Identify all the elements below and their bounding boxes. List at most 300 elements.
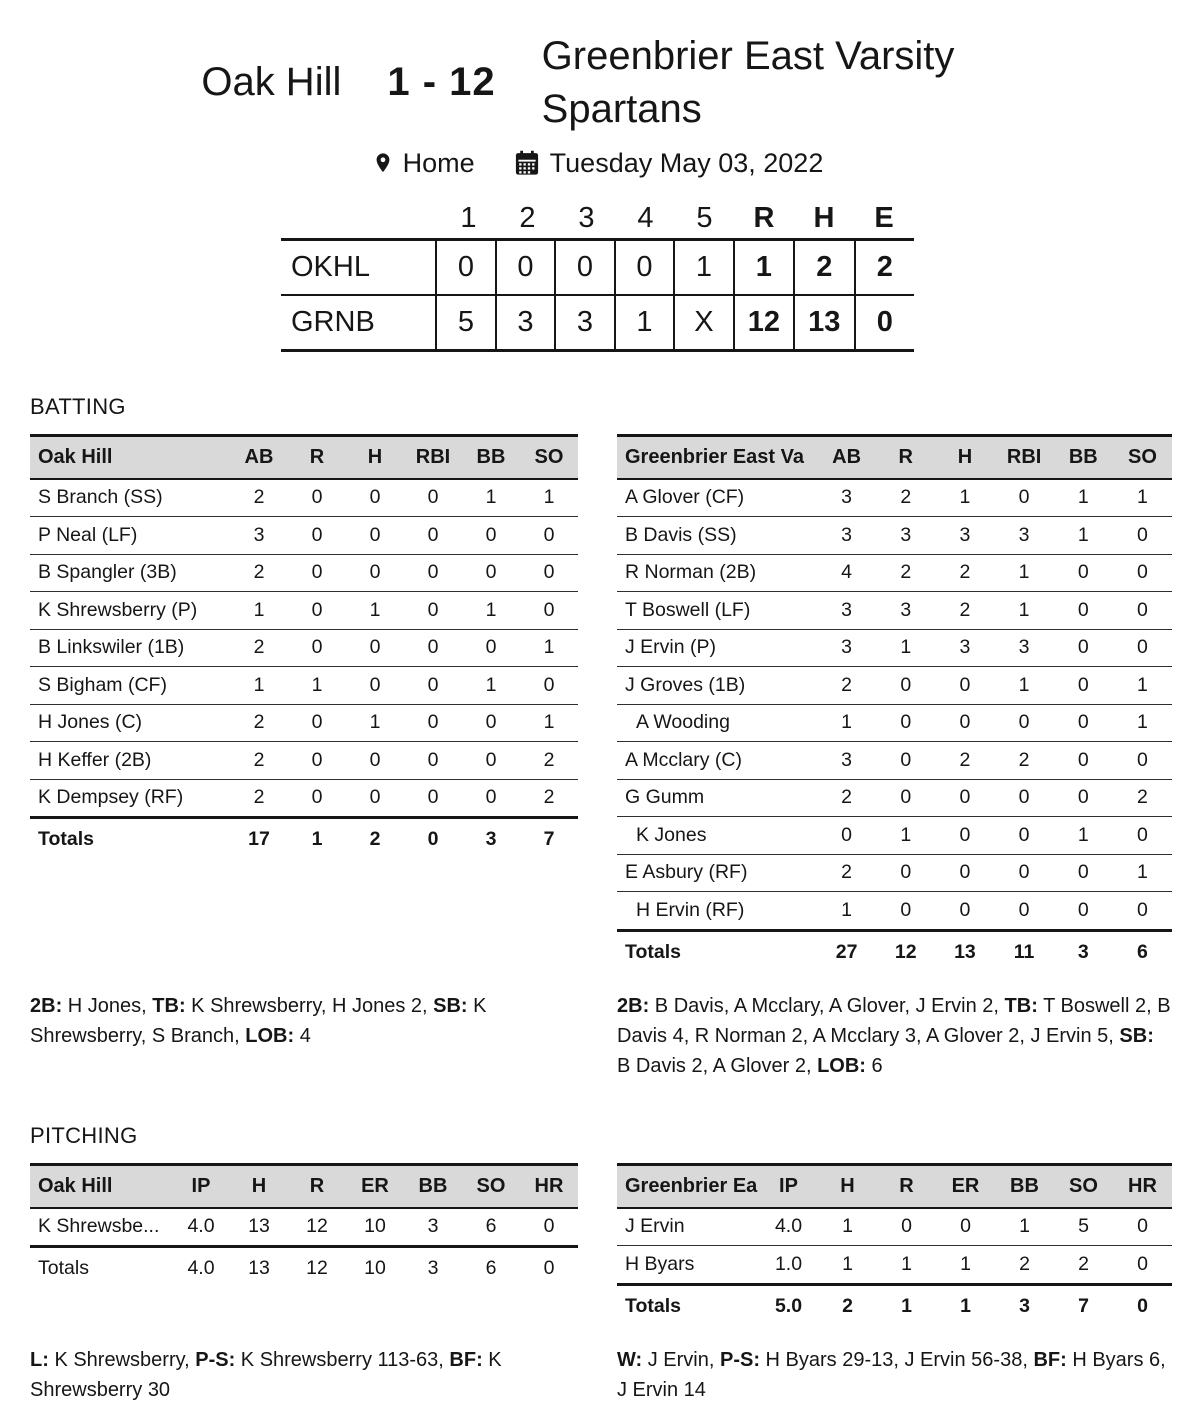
stat-value: 1 — [1137, 486, 1148, 509]
totals-value: 11 — [1013, 940, 1035, 963]
stat-value: 0 — [543, 523, 555, 546]
totals-value: 6 — [485, 1257, 497, 1280]
stat-value: 0 — [1137, 598, 1148, 621]
totals-row — [30, 1245, 578, 1289]
linescore-team-abbr: GRNB — [291, 305, 375, 338]
stat-value: 0 — [959, 898, 971, 921]
stat-value: 0 — [901, 1215, 912, 1238]
batting-section-label: BATTING — [30, 393, 126, 419]
column-header-r: R — [899, 1174, 914, 1197]
player-name: P Neal (LF) — [38, 523, 138, 546]
note-label: SB: — [433, 994, 468, 1017]
stat-value: 1 — [543, 711, 555, 734]
home-pitching-table — [617, 1163, 1172, 1327]
stat-value: 0 — [485, 523, 497, 546]
stat-value: 1 — [841, 711, 853, 734]
stat-value: 0 — [543, 561, 555, 584]
stat-value: 3 — [841, 486, 853, 509]
totals-value: 6 — [1137, 940, 1148, 963]
stat-value: 0 — [543, 598, 555, 621]
linescore-inning-value: 3 — [554, 296, 613, 349]
stat-value: 0 — [311, 561, 323, 584]
linescore-rhe-value: 2 — [793, 241, 853, 294]
player-row — [30, 704, 578, 742]
stat-value: 1 — [1018, 673, 1030, 696]
stat-value: 0 — [1018, 711, 1030, 734]
location-pin-icon — [372, 149, 394, 177]
stat-value: 0 — [543, 673, 555, 696]
team-header-cell: Greenbrier Ea — [625, 1174, 758, 1197]
stat-value: 3 — [1018, 636, 1030, 659]
away-team-name: Oak Hill — [201, 60, 342, 105]
stat-value: 2 — [1078, 1252, 1089, 1275]
stat-value: 2 — [1137, 786, 1148, 809]
location-label: Home — [402, 147, 475, 178]
column-header-hr: HR — [1128, 1174, 1157, 1197]
stat-value: 0 — [485, 561, 497, 584]
column-header-so: SO — [1127, 445, 1157, 468]
column-header-r: R — [309, 1174, 325, 1197]
stat-value: 0 — [427, 486, 439, 509]
stat-value: 1 — [1137, 861, 1148, 884]
stat-value: 0 — [1077, 673, 1089, 696]
player-name: A Mcclary (C) — [625, 748, 742, 771]
player-name: K Jones — [636, 823, 707, 846]
stat-value: 1 — [1077, 523, 1089, 546]
player-row — [617, 779, 1172, 817]
team-header-cell: Greenbrier East Va — [625, 445, 804, 468]
stat-value: 1 — [311, 673, 323, 696]
note-label: P-S: — [719, 1348, 760, 1371]
note-label: TB: — [152, 994, 186, 1017]
stat-value: 0 — [1018, 823, 1030, 846]
column-header-so: SO — [476, 1174, 506, 1197]
stat-value: 0 — [427, 561, 439, 584]
stat-value: 2 — [543, 786, 555, 809]
totals-value: 10 — [364, 1257, 386, 1280]
column-header-h: H — [367, 445, 383, 468]
stat-value: 0 — [369, 748, 381, 771]
stat-value: 0 — [311, 748, 323, 771]
stat-value: 0 — [1077, 711, 1089, 734]
player-row — [617, 704, 1172, 742]
stat-value: 0 — [1137, 561, 1148, 584]
column-header-bb: BB — [1068, 445, 1098, 468]
column-header-ab: AB — [832, 445, 862, 468]
player-name: B Spangler (3B) — [38, 561, 177, 584]
player-name: K Shrewsberry (P) — [38, 598, 198, 621]
note-label: 2B: — [617, 994, 650, 1017]
totals-value: 12 — [306, 1257, 328, 1280]
totals-value: 0 — [1137, 1294, 1148, 1317]
stat-value: 0 — [1137, 1252, 1148, 1275]
stat-value: 1 — [1137, 711, 1148, 734]
stat-value: 0 — [900, 748, 912, 771]
linescore-inning-column: 3 — [578, 201, 595, 234]
totals-value: 3 — [1019, 1294, 1030, 1317]
player-name: J Ervin — [625, 1215, 685, 1238]
stat-value: 0 — [960, 1215, 971, 1238]
team-header-cell: Oak Hill — [38, 1174, 113, 1197]
stat-value: 1 — [1077, 823, 1089, 846]
column-header-ip: IP — [779, 1174, 798, 1197]
stat-value: 0 — [900, 898, 912, 921]
stat-value: 0 — [311, 598, 323, 621]
stat-value: 0 — [1077, 598, 1089, 621]
player-name: K Shrewsbe... — [38, 1215, 160, 1238]
player-name: A Wooding — [636, 711, 730, 734]
away-batting-notes: 2B: H Jones, TB: K Shrewsberry, H Jones 2, SB: K Shrewsberry, S Branch, LOB: 4 — [30, 994, 487, 1047]
away-pitching-table — [30, 1163, 578, 1290]
stat-value: 3 — [841, 523, 853, 546]
stat-value: 3 — [900, 523, 912, 546]
stat-value: 0 — [1077, 748, 1089, 771]
stat-value: 4.0 — [187, 1215, 215, 1238]
column-header-so: SO — [534, 445, 564, 468]
stat-value: 1 — [543, 486, 555, 509]
player-row — [617, 554, 1172, 592]
column-header-hr: HR — [534, 1174, 564, 1197]
stat-value: 0 — [369, 786, 381, 809]
home-team-name: Greenbrier East Varsity Spartans — [541, 34, 955, 131]
stat-value: 0 — [369, 673, 381, 696]
player-name: H Jones (C) — [38, 711, 143, 734]
stat-value: 3 — [841, 636, 853, 659]
stat-value: 0 — [311, 486, 323, 509]
column-header-er: ER — [951, 1174, 980, 1197]
stat-value: 3 — [1018, 523, 1030, 546]
totals-value: 2 — [369, 828, 381, 851]
player-name: A Glover (CF) — [625, 486, 745, 509]
stat-value: 1 — [959, 486, 971, 509]
stat-value: 10 — [364, 1215, 386, 1238]
stat-value: 1 — [842, 1252, 853, 1275]
column-header-rbi: RBI — [1006, 445, 1042, 468]
totals-value: 7 — [1078, 1294, 1089, 1317]
totals-value: 17 — [248, 828, 270, 851]
column-header-r: R — [309, 445, 325, 468]
stat-value: 0 — [959, 673, 971, 696]
stat-value: 1 — [543, 636, 555, 659]
stat-value: 0 — [427, 673, 439, 696]
linescore-inning-column: 1 — [460, 201, 477, 234]
stat-value: 0 — [1077, 898, 1089, 921]
player-name: E Asbury (RF) — [625, 861, 748, 884]
stat-value: 2 — [841, 861, 853, 884]
linescore-inning-value: 3 — [495, 296, 554, 349]
game-title — [0, 0, 1195, 136]
table-header-row — [617, 437, 1172, 480]
column-header-h: H — [251, 1174, 267, 1197]
player-name: B Linkswiler (1B) — [38, 636, 185, 659]
note-label: LOB: — [817, 1054, 866, 1077]
stat-value: 0 — [485, 636, 497, 659]
stat-value: 0 — [485, 748, 497, 771]
stat-value: 1 — [901, 1252, 912, 1275]
player-row — [617, 1245, 1172, 1283]
stat-value: 0 — [543, 1215, 555, 1238]
calendar-icon — [513, 149, 541, 177]
stat-value: 0 — [485, 786, 497, 809]
stat-value: 2 — [900, 486, 912, 509]
away-pitching-notes: L: K Shrewsberry, P-S: K Shrewsberry 113-63, BF: K Shrewsberry 30 — [30, 1348, 502, 1401]
stat-value: 13 — [248, 1215, 270, 1238]
stat-value: 0 — [427, 636, 439, 659]
column-header-r: R — [898, 445, 913, 468]
column-header-rbi: RBI — [415, 445, 451, 468]
linescore — [281, 199, 914, 352]
player-row — [30, 666, 578, 704]
totals-value: 13 — [248, 1257, 270, 1280]
player-row — [30, 1209, 578, 1246]
column-header-h: H — [840, 1174, 855, 1197]
player-row — [617, 666, 1172, 704]
player-row — [617, 591, 1172, 629]
player-name: S Branch (SS) — [38, 486, 163, 509]
linescore-inning-value: 0 — [435, 241, 494, 294]
stat-value: 1.0 — [774, 1252, 803, 1275]
stat-value: 2 — [253, 636, 265, 659]
note-label: SB: — [1119, 1024, 1154, 1047]
table-header-row — [30, 1166, 578, 1209]
stat-value: 2 — [253, 748, 265, 771]
stat-value: 0 — [959, 861, 971, 884]
player-name: G Gumm — [625, 786, 705, 809]
stat-value: 0 — [1077, 786, 1089, 809]
stat-value: 1 — [842, 1215, 853, 1238]
linescore-header-row — [281, 199, 914, 235]
totals-label: Totals — [38, 1257, 89, 1280]
totals-value: 2 — [842, 1294, 853, 1317]
linescore-row — [281, 241, 914, 294]
linescore-inning-value: 5 — [435, 296, 494, 349]
stat-value: 2 — [253, 786, 265, 809]
stat-value: 0 — [369, 636, 381, 659]
note-label: BF: — [1033, 1348, 1067, 1371]
away-batting-table — [30, 434, 578, 861]
stat-value: 2 — [900, 561, 912, 584]
player-name: J Groves (1B) — [625, 673, 746, 696]
linescore-rhe-value: 0 — [854, 296, 914, 349]
totals-value: 4.0 — [187, 1257, 215, 1280]
stat-value: 2 — [959, 748, 971, 771]
player-row — [617, 1209, 1172, 1246]
note-label: P-S: — [195, 1348, 236, 1371]
stat-value: 0 — [1137, 523, 1148, 546]
stat-value: 1 — [1077, 486, 1089, 509]
stat-value: 1 — [485, 598, 497, 621]
linescore-body — [281, 238, 914, 352]
stat-value: 3 — [900, 598, 912, 621]
player-row — [617, 516, 1172, 554]
linescore-row — [281, 294, 914, 349]
linescore-rhe-column: H — [813, 201, 835, 234]
player-name: S Bigham (CF) — [38, 673, 167, 696]
stat-value: 0 — [900, 673, 912, 696]
stat-value: 0 — [900, 786, 912, 809]
player-row — [617, 741, 1172, 779]
game-meta — [0, 148, 1195, 179]
totals-value: 3 — [427, 1257, 439, 1280]
totals-label: Totals — [625, 1294, 681, 1317]
home-batting-table — [617, 434, 1172, 973]
note-label: 2B: — [30, 994, 63, 1017]
player-row — [30, 554, 578, 592]
note-label: W: — [617, 1348, 643, 1371]
stat-value: 0 — [1137, 823, 1148, 846]
totals-value: 1 — [960, 1294, 971, 1317]
stat-value: 1 — [1019, 1215, 1030, 1238]
totals-row — [617, 929, 1172, 973]
stat-value: 2 — [1019, 1252, 1030, 1275]
stat-value: 0 — [1137, 636, 1148, 659]
stat-value: 3 — [959, 523, 971, 546]
stat-value: 0 — [427, 786, 439, 809]
player-row — [30, 629, 578, 667]
linescore-inning-value: 1 — [673, 241, 732, 294]
stat-value: 6 — [485, 1215, 497, 1238]
stat-value: 5 — [1078, 1215, 1089, 1238]
final-score: 1 - 12 — [387, 60, 496, 105]
linescore-team-abbr: OKHL — [291, 250, 370, 283]
linescore-inning-column: 5 — [696, 201, 713, 234]
linescore-rhe-value: 12 — [733, 296, 793, 349]
player-row — [617, 891, 1172, 929]
player-name: B Davis (SS) — [625, 523, 737, 546]
stat-value: 2 — [253, 561, 265, 584]
stat-value: 1 — [369, 711, 381, 734]
stat-value: 0 — [427, 523, 439, 546]
totals-value: 3 — [485, 828, 497, 851]
totals-label: Totals — [38, 828, 94, 851]
totals-row — [30, 816, 578, 860]
column-header-ip: IP — [191, 1174, 211, 1197]
note-label: L: — [30, 1348, 49, 1371]
note-label: LOB: — [245, 1024, 295, 1047]
stat-value: 0 — [311, 786, 323, 809]
team-header-cell: Oak Hill — [38, 445, 113, 468]
stat-value: 2 — [959, 598, 971, 621]
player-name: H Ervin (RF) — [636, 898, 745, 921]
totals-value: 5.0 — [774, 1294, 803, 1317]
stat-value: 4.0 — [774, 1215, 803, 1238]
stat-value: 0 — [369, 486, 381, 509]
stat-value: 0 — [841, 823, 853, 846]
linescore-rhe-value: 13 — [793, 296, 853, 349]
table-header-row — [30, 437, 578, 480]
totals-value: 1 — [901, 1294, 912, 1317]
player-row — [617, 480, 1172, 517]
stat-value: 1 — [369, 598, 381, 621]
stat-value: 0 — [959, 823, 971, 846]
stat-value: 2 — [253, 486, 265, 509]
stat-value: 12 — [306, 1215, 328, 1238]
stat-value: 2 — [1018, 748, 1030, 771]
totals-value: 0 — [543, 1257, 555, 1280]
stat-value: 0 — [427, 748, 439, 771]
stat-value: 2 — [543, 748, 555, 771]
totals-value: 3 — [1077, 940, 1089, 963]
stat-value: 3 — [427, 1215, 439, 1238]
player-name: K Dempsey (RF) — [38, 786, 184, 809]
player-row — [30, 779, 578, 817]
player-row — [617, 629, 1172, 667]
stat-value: 1 — [900, 636, 912, 659]
stat-value: 1 — [1018, 561, 1030, 584]
pitching-section-label: PITCHING — [30, 1122, 138, 1148]
player-row — [30, 591, 578, 629]
column-header-bb: BB — [418, 1174, 448, 1197]
stat-value: 0 — [427, 711, 439, 734]
totals-value: 27 — [835, 940, 858, 963]
player-row — [617, 816, 1172, 854]
stat-value: 0 — [485, 711, 497, 734]
stat-value: 2 — [841, 786, 853, 809]
player-row — [30, 516, 578, 554]
linescore-inning-value: 1 — [614, 296, 673, 349]
totals-value: 0 — [427, 828, 439, 851]
stat-value: 0 — [1018, 786, 1030, 809]
totals-value: 1 — [311, 828, 323, 851]
stat-value: 0 — [1077, 636, 1089, 659]
stat-value: 1 — [1137, 673, 1148, 696]
totals-value: 12 — [894, 940, 917, 963]
stat-value: 0 — [1077, 561, 1089, 584]
totals-value: 13 — [954, 940, 976, 963]
stat-value: 3 — [841, 748, 853, 771]
stat-value: 4 — [841, 561, 853, 584]
stat-value: 1 — [960, 1252, 971, 1275]
stat-value: 3 — [959, 636, 971, 659]
stat-value: 0 — [1137, 898, 1148, 921]
linescore-inning-column: 2 — [519, 201, 536, 234]
stat-value: 1 — [253, 598, 265, 621]
stat-value: 0 — [311, 523, 323, 546]
player-name: R Norman (2B) — [625, 561, 757, 584]
stat-value: 3 — [253, 523, 265, 546]
stat-value: 2 — [253, 711, 265, 734]
stat-value: 0 — [311, 711, 323, 734]
stat-value: 1 — [485, 486, 497, 509]
stat-value: 1 — [841, 898, 853, 921]
stat-value: 0 — [1077, 861, 1089, 884]
stat-value: 2 — [841, 673, 853, 696]
linescore-inning-value: X — [673, 296, 732, 349]
column-header-er: ER — [361, 1174, 389, 1197]
home-pitching-notes: W: J Ervin, P-S: H Byars 29-13, J Ervin 56-38, BF: H Byars 6, J Ervin 14 — [617, 1348, 1166, 1401]
stat-value: 0 — [900, 861, 912, 884]
stat-value: 1 — [253, 673, 265, 696]
player-name: H Keffer (2B) — [38, 748, 152, 771]
stat-value: 3 — [841, 598, 853, 621]
column-header-bb: BB — [1010, 1174, 1039, 1197]
stat-value: 0 — [1137, 748, 1148, 771]
stat-value: 0 — [369, 561, 381, 584]
player-name: T Boswell (LF) — [625, 598, 751, 621]
pitching-section — [0, 1163, 1195, 1405]
stat-value: 0 — [427, 598, 439, 621]
player-row — [30, 480, 578, 517]
location-item — [372, 148, 475, 179]
totals-row — [617, 1283, 1172, 1327]
totals-value: 7 — [543, 828, 555, 851]
stat-value: 0 — [311, 636, 323, 659]
stat-value: 1 — [1018, 598, 1030, 621]
note-label: TB: — [1004, 994, 1038, 1017]
stat-value: 2 — [959, 561, 971, 584]
player-row — [617, 854, 1172, 892]
linescore-inning-column: 4 — [637, 201, 654, 234]
